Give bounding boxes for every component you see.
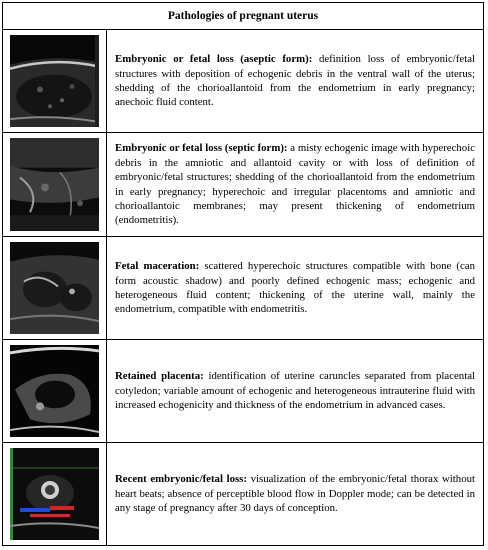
row-description: Recent embryonic/fetal loss: visualization of the embryonic/fetal thorax without heart beats; absence of perceptible blood flow in Doppler mode; can be detected in any stage of pregnancy after 30 days of conception.: [115, 473, 475, 515]
ultrasound-image-retained-placenta: [10, 345, 99, 437]
row-term: Embryonic or fetal loss (aseptic form):: [115, 53, 313, 66]
row-description: Embryonic or fetal loss (septic form): a misty echogenic image with hyperechoic debris in the amniotic and allantoid cavity or with loss of definition of embryonic/fetal structures; shedding of the chorioallantoid from the endometrium in early pregnancy; hyperechoic and irregular placentoms and amniotic and chorioallantoic membranes; may present thickening of endometrium (endometritis).: [115, 142, 475, 227]
table-row: [3, 133, 483, 237]
table-row: [3, 30, 483, 133]
row-description: Fetal maceration: scattered hyperechoic structures compatible with bone (can form acoustic shadow) and poorly defined echogenic mass; echogenic and heterogeneous fluid content; thickening of the uterine wall, mainly the endometrium, compatible with endometritis.: [115, 260, 475, 316]
ultrasound-image-septic: [10, 138, 99, 231]
ultrasound-image-aseptic: [10, 35, 99, 127]
table-row: [3, 443, 483, 545]
pathologies-table: [2, 2, 484, 546]
ultrasound-image-maceration: [10, 242, 99, 334]
table-row: [3, 237, 483, 340]
table-row: [3, 340, 483, 443]
row-description: Embryonic or fetal loss (aseptic form): definition loss of embryonic/fetal structures with deposition of echogenic debris in the ventral wall of the uterus; shedding of the chorioallantoid from the endometrium in early pregnancy; anechoic fluid content.: [115, 53, 475, 109]
table-title: Pathologies of pregnant uterus: [3, 3, 483, 30]
row-term: Embryonic or fetal loss (septic form):: [115, 142, 288, 155]
row-description: Retained placenta: identification of uterine caruncles separated from placental cotyledon; variable amount of echogenic and heterogeneous intrauterine fluid with increased echogenicity and thickness of the endometrium in advanced cases.: [115, 370, 475, 412]
row-term: Fetal maceration:: [115, 260, 200, 273]
row-term: Retained placenta:: [115, 370, 204, 383]
doppler-ultrasound-image: [10, 448, 99, 540]
row-term: Recent embryonic/fetal loss:: [115, 473, 247, 486]
